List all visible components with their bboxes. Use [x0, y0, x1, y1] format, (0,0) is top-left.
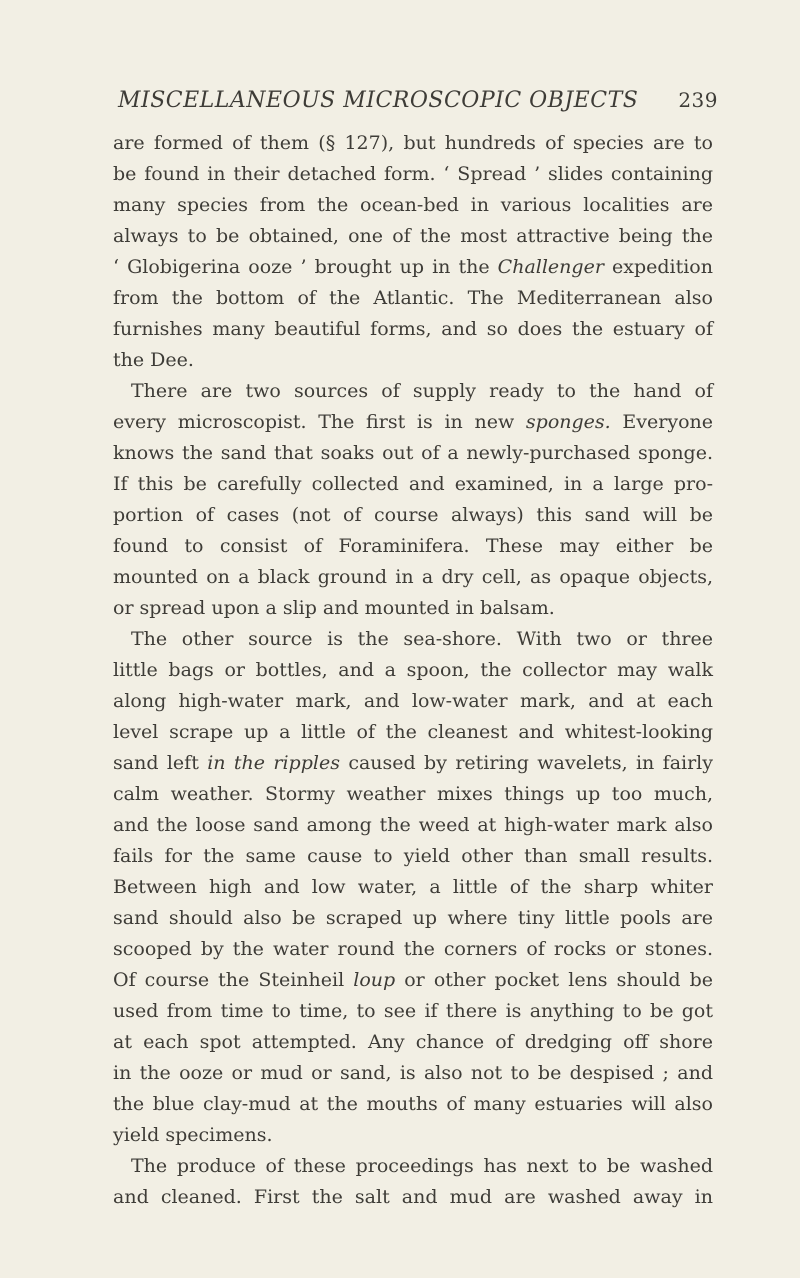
text-line: and the loose sand among the weed at high-water mark also — [113, 814, 713, 836]
text-line: Between high and low water, a little of the sharp whiter — [113, 876, 713, 898]
text-line: Of course the Steinheil loup or other pocket lens should be — [113, 969, 713, 991]
text-line: many species from the ocean-bed in various localities are — [113, 194, 713, 216]
text-line: If this be carefully collected and examined, in a large pro- — [113, 473, 713, 495]
text-line: portion of cases (not of course always) this sand will be — [113, 504, 713, 526]
text-line: along high-water mark, and low-water mark, and at each — [113, 690, 713, 712]
text-line: The produce of these proceedings has next to be washed — [131, 1155, 713, 1177]
text-line: found to consist of Foraminifera. These may either be — [113, 535, 713, 557]
text-line: calm weather. Stormy weather mixes things up too much, — [113, 783, 713, 805]
text-line: and cleaned. First the salt and mud are washed away in — [113, 1186, 713, 1208]
text-line: are formed of them (§ 127), but hundreds of species are to — [113, 132, 713, 154]
text-line: scooped by the water round the corners of rocks or stones. — [113, 938, 713, 960]
text-line: used from time to time, to see if there is anything to be got — [113, 1000, 713, 1022]
text-line: from the bottom of the Atlantic. The Mediterranean also — [113, 287, 713, 309]
text-line: be found in their detached form. ‘ Spread ’ slides containing — [113, 163, 713, 185]
page-number: 239 — [678, 88, 718, 112]
text-line: sand should also be scraped up where tiny little pools are — [113, 907, 713, 929]
running-header — [118, 88, 718, 124]
text-line: always to be obtained, one of the most attractive being the — [113, 225, 713, 247]
text-line: sand left in the ripples caused by retiring wavelets, in fairly — [113, 752, 713, 774]
running-title: MISCELLANEOUS MICROSCOPIC OBJECTS — [118, 88, 639, 113]
text-line: little bags or bottles, and a spoon, the collector may walk — [113, 659, 713, 681]
text-line: at each spot attempted. Any chance of dredging off shore — [113, 1031, 713, 1053]
text-line: level scrape up a little of the cleanest and whitest-looking — [113, 721, 713, 743]
text-line: mounted on a black ground in a dry cell, as opaque objects, — [113, 566, 713, 588]
text-line: the Dee. — [113, 349, 194, 371]
text-line: fails for the same cause to yield other than small results. — [113, 845, 713, 867]
italic-text: Challenger — [497, 256, 604, 278]
text-line: in the ooze or mud or sand, is also not to be despised ; and — [113, 1062, 713, 1084]
text-line: yield specimens. — [113, 1124, 273, 1146]
italic-text: loup — [353, 969, 396, 991]
text-line: There are two sources of supply ready to the hand of — [131, 380, 713, 402]
text-line: furnishes many beautiful forms, and so does the estuary of — [113, 318, 713, 340]
text-line: knows the sand that soaks out of a newly-purchased sponge. — [113, 442, 713, 464]
italic-text: in the ripples — [207, 752, 340, 774]
text-line: every microscopist. The first is in new sponges. Everyone — [113, 411, 714, 433]
italic-text: sponges. — [525, 411, 611, 433]
text-line: ‘ Globigerina ooze ’ brought up in the Challenger expedition — [113, 256, 713, 278]
body-text — [113, 128, 713, 1213]
text-line: or spread upon a slip and mounted in balsam. — [113, 597, 555, 619]
text-line: the blue clay-mud at the mouths of many estuaries will also — [113, 1093, 713, 1115]
text-line: The other source is the sea-shore. With two or three — [131, 628, 713, 650]
